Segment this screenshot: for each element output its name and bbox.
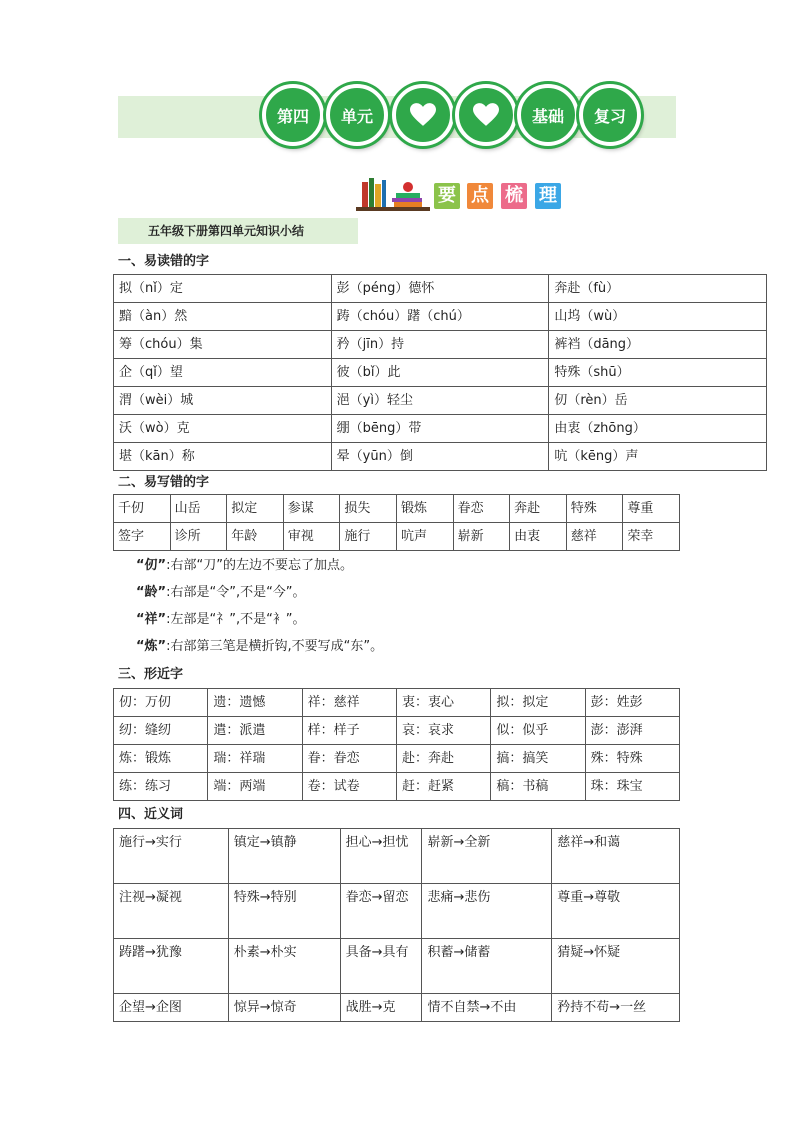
note-key: “仞” [136, 558, 167, 573]
table-cell: 黯（àn）然 [114, 303, 332, 331]
table-cell: 浥（yì）轻尘 [331, 387, 549, 415]
table-cell: 矜（jīn）持 [331, 331, 549, 359]
table-row [114, 303, 767, 331]
table-cell: 尊重 [623, 495, 680, 523]
table-cell: 搞：搞笑 [491, 745, 585, 773]
unit-number-text: 第四 [276, 106, 309, 126]
basics-badge [517, 84, 579, 146]
table-cell: 拟定 [227, 495, 284, 523]
section-4-title: 四、近义词 [118, 807, 184, 822]
table-cell: 澎：澎湃 [585, 717, 679, 745]
unit-text: 单元 [340, 106, 373, 126]
table-cell: 练：练习 [114, 773, 208, 801]
table-cell: 珠：珠宝 [585, 773, 679, 801]
note-4 [136, 635, 383, 654]
table-cell: 遗：遗憾 [208, 689, 302, 717]
table-cell: 绷（bēng）带 [331, 415, 549, 443]
table-cell: 企望→企图 [114, 994, 229, 1022]
table-cell: 沃（wò）克 [114, 415, 332, 443]
note-3 [136, 608, 306, 627]
heart-badge-2 [455, 84, 517, 146]
table-cell: 似：似乎 [491, 717, 585, 745]
table-cell: 彼（bǐ）此 [331, 359, 549, 387]
table-cell: 渭（wèi）城 [114, 387, 332, 415]
table-cell: 情不自禁→不由 [422, 994, 552, 1022]
note-key: “炼” [136, 639, 167, 654]
table-cell: 裤裆（dāng） [549, 331, 767, 359]
note-1 [136, 554, 353, 573]
table-row [114, 994, 680, 1022]
table-cell: 荣幸 [623, 523, 680, 551]
table-cell: 锻炼 [396, 495, 453, 523]
table-row [114, 829, 680, 884]
note-text: :左部是“礻”,不是“衤”。 [166, 612, 306, 627]
table-cell: 拟（nǐ）定 [114, 275, 332, 303]
table-cell: 稿：书稿 [491, 773, 585, 801]
synonyms-table [113, 828, 680, 1022]
books-icon [356, 174, 430, 212]
table-cell: 特殊 [566, 495, 623, 523]
table-row [114, 495, 680, 523]
table-row [114, 939, 680, 994]
table-cell: 踌（chóu）躇（chú） [331, 303, 549, 331]
table-cell: 矜持不苟→一丝 [552, 994, 680, 1022]
table-cell: 积蓄→储蓄 [422, 939, 552, 994]
heart-badge-1 [392, 84, 454, 146]
table-cell: 堪（kān）称 [114, 443, 332, 471]
table-cell: 签字 [114, 523, 171, 551]
note-text: :右部第三笔是横折钩,不要写成“东”。 [166, 639, 384, 654]
table-cell: 殊：特殊 [585, 745, 679, 773]
table-cell: 尊重→尊敬 [552, 884, 680, 939]
table-cell: 特殊（shū） [549, 359, 767, 387]
table-row [114, 745, 680, 773]
table-row [114, 415, 767, 443]
table-row [114, 443, 767, 471]
table-cell: 具备→具有 [340, 939, 422, 994]
table-cell: 吭（kēng）声 [549, 443, 767, 471]
heart-icon [410, 103, 436, 127]
table-cell: 眷：眷恋 [302, 745, 396, 773]
note-2 [136, 581, 306, 600]
unit-badge [326, 84, 388, 146]
table-cell: 损失 [340, 495, 397, 523]
table-cell: 祥：慈祥 [302, 689, 396, 717]
table-row [114, 331, 767, 359]
table-cell: 企（qǐ）望 [114, 359, 332, 387]
table-cell: 注视→凝视 [114, 884, 229, 939]
table-cell: 参谋 [283, 495, 340, 523]
section-3-title: 三、形近字 [118, 667, 184, 682]
table-cell: 千仞 [114, 495, 171, 523]
table-cell: 由衷 [510, 523, 567, 551]
summary-title: 五年级下册第四单元知识小结 [118, 218, 358, 244]
table-cell: 奔赴 [510, 495, 567, 523]
basics-text: 基础 [531, 106, 564, 126]
table-cell: 特殊→特别 [228, 884, 340, 939]
table-row [114, 884, 680, 939]
table-cell: 奔赴（fù） [549, 275, 767, 303]
table-cell: 拟：拟定 [491, 689, 585, 717]
table-cell: 崭新 [453, 523, 510, 551]
table-cell: 纫：缝纫 [114, 717, 208, 745]
table-cell: 年龄 [227, 523, 284, 551]
note-key: “龄” [136, 585, 167, 600]
table-row [114, 275, 767, 303]
table-cell: 镇定→镇静 [228, 829, 340, 884]
review-badge [579, 84, 641, 146]
heading-char-1: 要 [434, 183, 460, 209]
table-cell: 朴素→朴实 [228, 939, 340, 994]
table-cell: 哀：哀求 [396, 717, 490, 745]
table-cell: 诊所 [170, 523, 227, 551]
table-row [114, 773, 680, 801]
heading-char-4: 理 [535, 183, 561, 209]
similar-chars-table [113, 688, 680, 801]
table-row [114, 523, 680, 551]
table-cell: 悲痛→悲伤 [422, 884, 552, 939]
note-text: :右部是“令”,不是“今”。 [166, 585, 306, 600]
table-cell: 仞：万仞 [114, 689, 208, 717]
section-2-title: 二、易写错的字 [118, 475, 210, 490]
table-cell: 仞（rèn）岳 [549, 387, 767, 415]
table-cell: 惊异→惊奇 [228, 994, 340, 1022]
table-cell: 衷：衷心 [396, 689, 490, 717]
table-row [114, 717, 680, 745]
note-key: “祥” [136, 612, 167, 627]
table-cell: 审视 [283, 523, 340, 551]
heading-char-3: 梳 [501, 183, 527, 209]
table-cell: 端：两端 [208, 773, 302, 801]
table-cell: 由衷（zhōng） [549, 415, 767, 443]
table-cell: 战胜→克 [340, 994, 422, 1022]
table-cell: 赴：奔赴 [396, 745, 490, 773]
table-cell: 眷恋→留恋 [340, 884, 422, 939]
table-cell: 慈祥 [566, 523, 623, 551]
table-cell: 猜疑→怀疑 [552, 939, 680, 994]
table-cell: 担心→担忧 [340, 829, 422, 884]
table-cell: 踌躇→犹豫 [114, 939, 229, 994]
table-cell: 赶：赶紧 [396, 773, 490, 801]
table-cell: 瑞：祥瑞 [208, 745, 302, 773]
table-cell: 施行→实行 [114, 829, 229, 884]
easy-miswrite-table [113, 494, 680, 551]
table-cell: 炼：锻炼 [114, 745, 208, 773]
table-cell: 施行 [340, 523, 397, 551]
table-cell: 卷：试卷 [302, 773, 396, 801]
table-row [114, 387, 767, 415]
review-text: 复习 [593, 106, 626, 126]
table-row [114, 689, 680, 717]
table-cell: 彭（péng）德怀 [331, 275, 549, 303]
table-cell: 山坞（wù） [549, 303, 767, 331]
table-cell: 山岳 [170, 495, 227, 523]
table-cell: 慈祥→和蔼 [552, 829, 680, 884]
table-cell: 彭：姓彭 [585, 689, 679, 717]
table-cell: 筹（chóu）集 [114, 331, 332, 359]
table-cell: 吭声 [396, 523, 453, 551]
easy-misread-table [113, 274, 767, 471]
heading-char-2: 点 [467, 183, 493, 209]
table-cell: 遣：派遣 [208, 717, 302, 745]
table-cell: 样：样子 [302, 717, 396, 745]
table-cell: 眷恋 [453, 495, 510, 523]
note-text: :右部“刀”的左边不要忘了加点。 [166, 558, 353, 573]
unit-number-badge [262, 84, 324, 146]
heart-icon [473, 103, 499, 127]
table-row [114, 359, 767, 387]
section-1-title: 一、易读错的字 [118, 254, 210, 269]
table-cell: 崭新→全新 [422, 829, 552, 884]
table-cell: 晕（yūn）倒 [331, 443, 549, 471]
